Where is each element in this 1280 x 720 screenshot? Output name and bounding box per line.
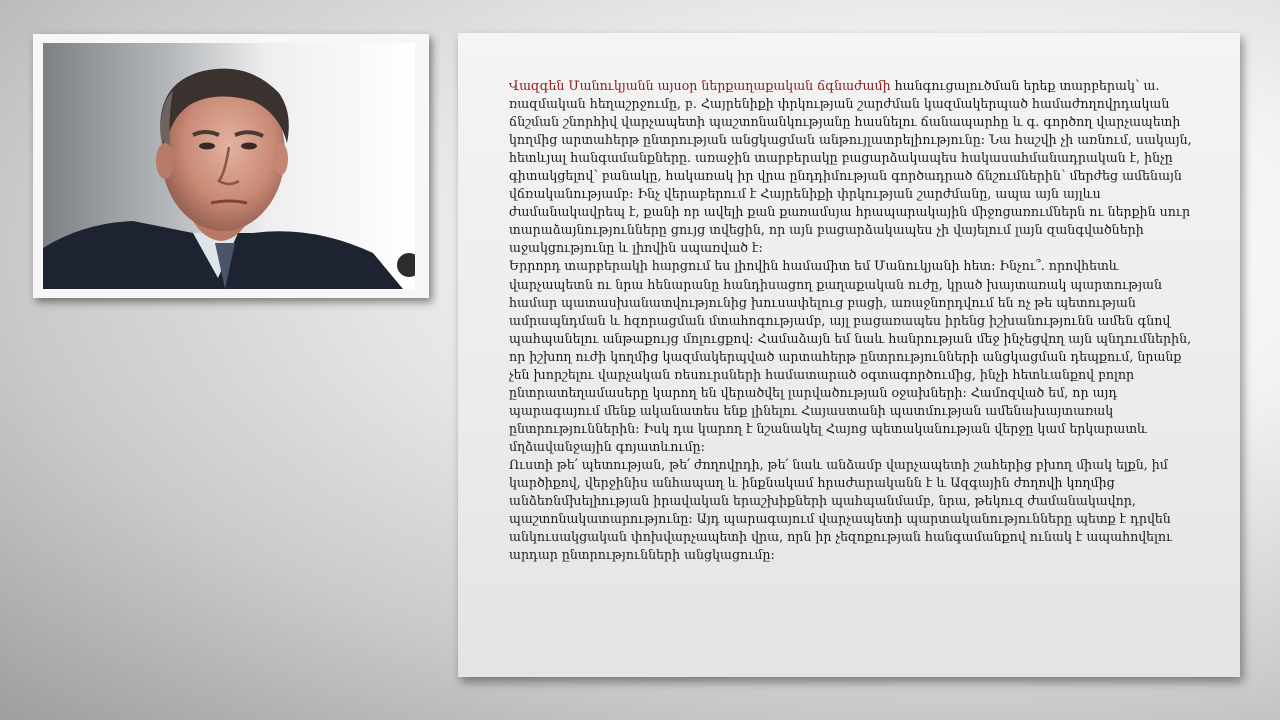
- text-panel: [458, 33, 1240, 677]
- portrait-photo: [43, 43, 415, 289]
- paragraph-1: [509, 77, 1199, 257]
- article-text: [509, 77, 1199, 564]
- paragraph-1-text: հանգուցալուծման երեք տարբերակ՝ ա. ռազմական հեղաշրջումը, բ. Հայրենիքի փրկության շարժման կազմակերպած համաժողովրդական ճնշման շնորհիվ վարչապետի պաշտոնանկությանը հասնելու ճանապարհը և գ. գործող վարչապետի կողմից արտահերթ ընտրության անցկացման անթույլատրելիությունը: Նա հաշվի չի առնում, սակայն, հետևյալ հանգամանքները. առաջին տարբերակը բացարձակապես հակասահմանադրական է, ինչը գիտակցելով՝ բանակը, հակառակ իր վրա ընդդիմության գործադրած ճնշումներին՝ մերժեց ամենայն վճռականությամբ: Ինչ վերաբերում է Հայրենիքի փրկության շարժմանը, ապա այն այլևս ժամանակավրեպ է, քանի որ ավելի քան քառամսյա հրապարակային միջոցառումներն ու ներքին սուր տարաձայնությունները ցույց տվեցին, որ այն բացարձակապես չի վայելում լայն զանգվածների աջակցությունը և լիովին սպառված է:: [509, 78, 1192, 256]
- paragraph-3-text: Ուստի թե՛ պետության, թե՛ ժողովրդի, թե՛ նաև անձամբ վարչապետի շահերից բխող միակ ելքն, իմ կարծիքով, վերջինիս անհապաղ և ինքնակամ հրաժարականն է և Ազգային ժողովի կողմից անձեռնմխելիության իրավական երաշխիքների պահպանմամբ, նրա, թեկուզ ժամանակավոր, պաշտոնակատարությունը: Այդ պարագայում վարչապետի պարտականությունները պետք է դրվեն անկուսակցական փոխվարչապետի վրա, որն իր չեզոքության հանգամանքով ունակ է ապահովելու արդար ընտրությունների անցկացումը:: [509, 456, 1173, 563]
- paragraph-2: [509, 257, 1199, 456]
- paragraph-2-text: Երրորդ տարբերակի հարցում ես լիովին համամիտ եմ Մանուկյանի հետ: Ինչու՞. որովհետև վարչապետն ու նրա հենարանը հանդիսացող քաղաքական ուժը, կրած խայտառակ պարտության համար պատասխանատվությունից խուսափելուց բացի, առաջնորդվում են ոչ թե պետության ամրապնդման և հզորացման մտահոգությամբ, այլ բացառապես իրենց իշխանությունն ամեն գնով պահպանելու անթաքույց մոլուցքով: Համաձայն եմ նաև հանրության մեջ ինչեցվող այն պնդումներին, որ իշխող ուժի կողմից կազմակերպված արտահերթ ընտրությունների անցկացման դեպքում, նրանք չեն խորշելու վարչական ռեսուրսների համատարած օգտագործումից, ինչի հետևանքով բոլոր ընտրատեղամասերը կարող են վերածվել լարվածության օջախների: Համոզված եմ, որ այդ պարագայում մենք ականատես ենք լինելու Հայաստանի պատմության ամենախայտառակ ընտրություններին: Իսկ դա կարող է նշանակել Հայոց պետականության վերջը կամ երկարատև մղձավանջային գոյատևումը:: [509, 258, 1192, 454]
- portrait-illustration: [43, 43, 415, 289]
- paragraph-3: [509, 456, 1199, 564]
- highlighted-lead: Վազգեն Մանուկյանն այսօր ներքաղաքական ճգնաժամի: [509, 78, 891, 93]
- portrait-photo-frame: [33, 34, 429, 298]
